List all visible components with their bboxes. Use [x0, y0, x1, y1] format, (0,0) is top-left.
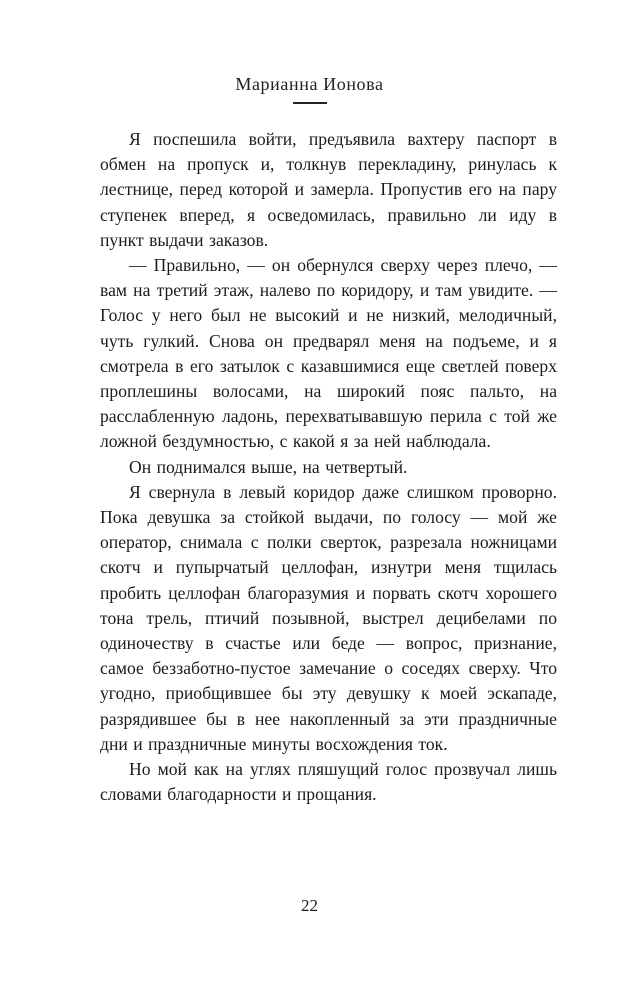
page-body: [100, 127, 557, 807]
paragraph: Он поднимался выше, на четвертый.: [129, 456, 408, 477]
paragraph: — Правильно, — он обернулся сверху через плечо, — вам на третий этаж, налево по коридору, и там увидите. — Голос у него был не высокий и не низкий, мелодичный, чуть гулкий. Снова он предварял меня на подъеме, и я смотрела в его затылок с казавшимися еще светлей поверх проплешины волосами, на широкий пояс пальто, на расслабленную ладонь, перехватывавшую перила с той же ложной бездумностью, с какой я за ней наблюдала.: [100, 255, 557, 452]
running-head-author: Марианна Ионова: [235, 74, 384, 94]
header-rule: [293, 102, 327, 104]
paragraph: Я поспешила войти, предъявила вахтеру паспорт в обмен на пропуск и, толкнув перекладину, ринулась к лестнице, перед которой и замерла. Пропустив его на пару ступенек вперед, я осведомилась, правильно ли иду в пункт выдачи заказов.: [100, 129, 557, 250]
page-number: 22: [301, 896, 318, 915]
paragraph: Я свернула в левый коридор даже слишком проворно. Пока девушка за стойкой выдачи, по голосу — мой же оператор, снимала с полки сверток, разрезала ножницами скотч и пупырчатый целлофан, изнутри меня тщилась пробить целлофан благоразумия и порвать скотч хорошего тона трель, птичий позывной, выстрел децибелами по одиночеству в счастье или беде — вопрос, признание, самое беззаботно-пустое замечание о соседях сверху. Что угодно, приобщившее бы эту девушку к моей эскападе, разрядившее бы в нее накопленный за эти праздничные дни и праздничные минуты восхождения ток.: [100, 481, 557, 754]
paragraph: Но мой как на углях пляшущий голос прозвучал лишь словами благодарности и прощания.: [100, 759, 557, 805]
